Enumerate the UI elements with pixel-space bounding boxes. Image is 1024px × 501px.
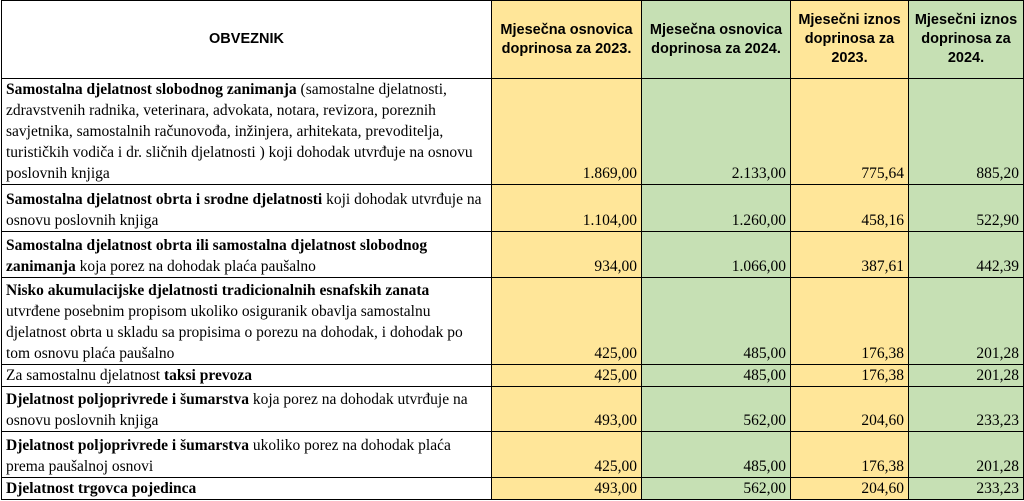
row-description <box>2 365 492 387</box>
cell-osnovica-2024: 1.260,00 <box>642 185 791 232</box>
row-bold-text: Nisko akumulacijske djelatnosti tradicionalnih esnafskih zanata <box>6 282 430 299</box>
cell-osnovica-2024: 562,00 <box>642 387 791 432</box>
cell-iznos-2024: 233,23 <box>909 478 1024 500</box>
row-description <box>2 478 492 500</box>
row-bold-text: Djelatnost poljoprivrede i šumarstva <box>6 437 249 454</box>
row-text: koja porez na dohodak plaća paušalno <box>75 258 316 275</box>
cell-iznos-2024: 201,28 <box>909 432 1024 478</box>
cell-osnovica-2024: 485,00 <box>642 278 791 365</box>
cell-iznos-2023: 387,61 <box>791 232 909 278</box>
cell-osnovica-2023: 425,00 <box>492 365 642 387</box>
header-osnovica-2024: Mjesečna osnovica doprinosa za 2024. <box>642 1 791 79</box>
cell-iznos-2023: 458,16 <box>791 185 909 232</box>
row-bold-text: Djelatnost poljoprivrede i šumarstva <box>6 391 249 408</box>
cell-osnovica-2023: 934,00 <box>492 232 642 278</box>
cell-iznos-2023: 204,60 <box>791 387 909 432</box>
row-bold-text: Samostalna djelatnost slobodnog zanimanja <box>6 81 297 98</box>
cell-iznos-2024: 201,28 <box>909 365 1024 387</box>
cell-osnovica-2024: 562,00 <box>642 478 791 500</box>
row-bold-text: Djelatnost trgovca pojedinca <box>6 480 197 497</box>
cell-osnovica-2024: 2.133,00 <box>642 79 791 185</box>
cell-iznos-2024: 522,90 <box>909 185 1024 232</box>
cell-osnovica-2023: 1.104,00 <box>492 185 642 232</box>
table-row <box>2 185 1024 232</box>
table-row <box>2 365 1024 387</box>
header-iznos-2024: Mjesečni iznos doprinosa za 2024. <box>909 1 1024 79</box>
cell-iznos-2024: 885,20 <box>909 79 1024 185</box>
cell-iznos-2023: 775,64 <box>791 79 909 185</box>
table-row <box>2 79 1024 185</box>
cell-iznos-2023: 176,38 <box>791 278 909 365</box>
row-text: utvrđene posebnim propisom ukoliko osiguranik obavlja samostalnu djelatnost obrta u skladu sa propisima o porezu na dohodak, i dohodak po tom osnovu plaća paušalno <box>6 303 463 362</box>
row-text: ukoliko porez na dohodak plaća prema paušalnoj osnovi <box>6 437 451 475</box>
row-text: koja porez na dohodak utvrđuje na osnovu poslovnih knjiga <box>6 391 468 429</box>
cell-iznos-2023: 204,60 <box>791 478 909 500</box>
cell-osnovica-2024: 485,00 <box>642 432 791 478</box>
row-description <box>2 185 492 232</box>
cell-iznos-2024: 442,39 <box>909 232 1024 278</box>
cell-iznos-2024: 201,28 <box>909 278 1024 365</box>
cell-osnovica-2023: 425,00 <box>492 278 642 365</box>
cell-osnovica-2024: 1.066,00 <box>642 232 791 278</box>
row-description <box>2 387 492 432</box>
cell-osnovica-2023: 425,00 <box>492 432 642 478</box>
table-row <box>2 232 1024 278</box>
cell-osnovica-2024: 485,00 <box>642 365 791 387</box>
cell-iznos-2023: 176,38 <box>791 432 909 478</box>
row-description <box>2 278 492 365</box>
row-pre-text: Za samostalnu djelatnost <box>6 367 164 384</box>
row-description <box>2 232 492 278</box>
header-obveznik: OBVEZNIK <box>2 1 492 79</box>
row-bold-text: Samostalna djelatnost obrta ili samostalna djelatnost slobodnog zanimanja <box>6 237 428 275</box>
cell-osnovica-2023: 493,00 <box>492 478 642 500</box>
cell-iznos-2023: 176,38 <box>791 365 909 387</box>
cell-osnovica-2023: 1.869,00 <box>492 79 642 185</box>
table-row <box>2 432 1024 478</box>
header-iznos-2023: Mjesečni iznos doprinosa za 2023. <box>791 1 909 79</box>
row-text: koji dohodak utvrđuje na osnovu poslovnih knjiga <box>6 191 482 229</box>
cell-osnovica-2023: 493,00 <box>492 387 642 432</box>
table-row <box>2 278 1024 365</box>
header-osnovica-2023: Mjesečna osnovica doprinosa za 2023. <box>492 1 642 79</box>
table-row <box>2 387 1024 432</box>
row-bold-text: Samostalna djelatnost obrta i srodne djelatnosti <box>6 191 323 208</box>
row-text: (samostalne djelatnosti, zdravstvenih radnika, veterinara, advokata, notara, revizora, poreznih savjetnika, samostalnih računovođa, inžinjera, arhitekata, prevoditelja, turističkih vodiča i dr. sličnih djelatnosti ) koji dohodak utvrđuje na osnovu poslovnih knjiga <box>6 81 473 182</box>
contributions-table <box>1 0 1024 500</box>
table-row <box>2 478 1024 500</box>
cell-iznos-2024: 233,23 <box>909 387 1024 432</box>
row-description <box>2 432 492 478</box>
header-row <box>2 1 1024 79</box>
row-description <box>2 79 492 185</box>
row-bold-text: taksi prevoza <box>163 367 252 384</box>
